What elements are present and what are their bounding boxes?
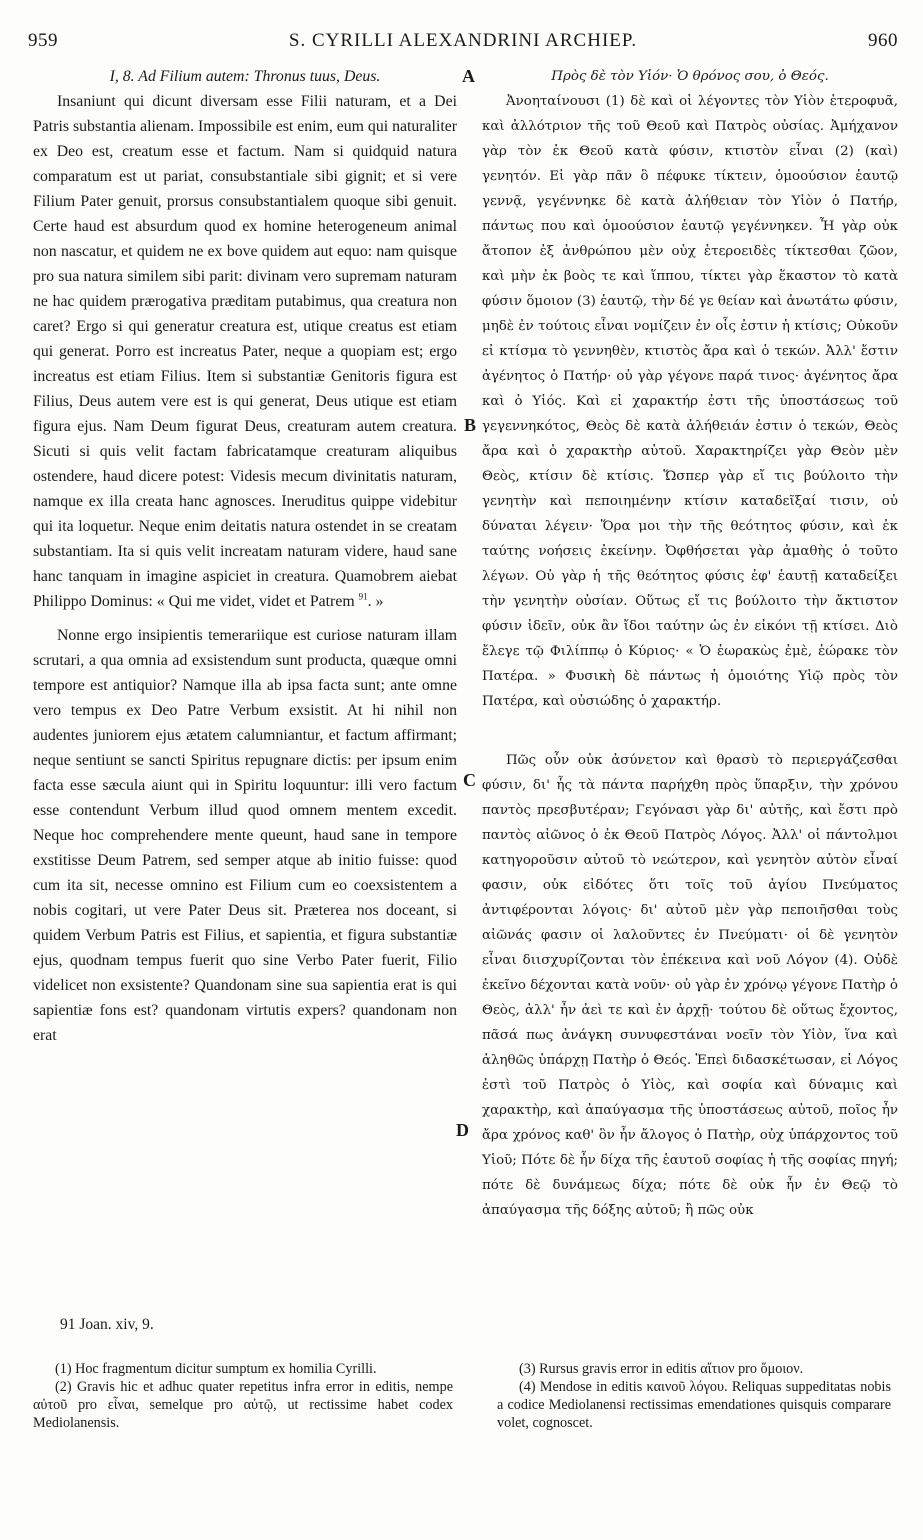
greek-paragraph-1: Ἀνοηταίνουσι (1) δὲ καὶ οἱ λέγοντες τὸν Υἱὸν ἑτεροφυᾶ, καὶ ἀλλότριον τῆς τοῦ Θεοῦ καὶ Πατρὸς οὐσίας. Ἀμήχανον γὰρ τὸν ἐκ Θεοῦ κατὰ φύσιν, κτιστὸν εἶναι (2) (καὶ) γενητόν. Εἰ γὰρ πᾶν ὃ πέφυκε τίκτειν, ὁμοούσιον ἑαυτῷ γεννᾷ, γεγέννηκε δὲ κατὰ ἀλήθειαν τὸν Υἱὸν ὁ Πατήρ, πάντως που καὶ ὁμοούσιον ἑαυτῷ γεγέννηκεν. Ἦ γὰρ οὐκ ἄτοπον ἐξ ἀνθρώπου μὲν οὐχ ἑτεροειδὲς τίκτεσθαι ζῶον, καὶ μὴν ἐκ βοὸς τε καὶ ἵππου, τίκτει γὰρ ἕκαστον τὸ κατὰ φύσιν ὅμοιον (3) ἑαυτῷ, τὴν δέ γε θείαν καὶ ἀνωτάτω φύσιν, μηδὲ ἐν τούτοις εἶναι νομίζειν ἐν οἷς ἐστιν ἡ κτίσις; Οὐκοῦν εἰ κτίσμα τὸ γεννηθὲν, κτιστὸς ἄρα καὶ ὁ τεκών. Ἀλλ' ἔστιν ἀγένητος ὁ Πατήρ· οὐ γὰρ γέγονε παρά τινος· ἀγένητος ἄρα καὶ ὁ Υἱός. Καὶ εἰ χαρακτήρ ἐστι τῆς ὑποστάσεως τοῦ γεγεννηκότος, Θεὸς δὲ κατὰ ἀλήθειάν ἐστιν ὁ τεκών, Θεὸς ἄρα καὶ ὁ χαρακτὴρ αὐτοῦ. Χαρακτηρίζει γὰρ Θεὸν μὲν Θεὸς, κτίσιν δὲ κτίσις. Ὥσπερ γὰρ εἴ τις βούλοιτο τὴν γενητὴν καὶ πεποιημένην κτίσιν καταδεῖξαί τισιν, οὐ δύναται λέγειν· Ὅρα μοι τὴν τῆς θεότητος φύσιν, καὶ ἐκ ταύτης νοήσεις ἐκείνην. Ὀφθήσεται γὰρ ἀμαθὴς ὁ τοῦτο λέγων. Οὐ γὰρ ἡ τῆς θεότητος φύσις ἐφ' ἑαυτῇ καταδείξει τὴν γενητὴν οὐσίαν. Οὕτως εἴ τις βούλοιτο τὴν ἄκτιστον φύσιν ἰδεῖν, οὐκ ἂν ἴδοι ταύτην ὡς ἐν εἰκόνι τῇ κτίσει. Διὸ ἔλεγε τῷ Φιλίππῳ ὁ Κύριος· « Ὁ ἑωρακὼς ἐμὲ, ἑώρακε τὸν Πατέρα. » Φυσικὴ δὲ πάντως ἡ ὁμοιότης Υἱῷ πρὸς τὸν Πατέρα, καὶ οὐσιώδης ὁ χαρακτήρ.	[482, 94, 898, 709]
note-2: (2) Gravis hic et adhuc quater repetitus infra error in editis, nempe αὐτοῦ pro εἶναι, semelque pro αὐτῷ, ut rectissime habet codex Mediolanensis.	[33, 1379, 453, 1431]
running-title: S. CYRILLI ALEXANDRINI ARCHIEP.	[288, 30, 638, 51]
greek-heading: Πρὸς δὲ τὸν Υἱόν· Ὁ θρόνος σου, ὁ Θεός.	[551, 69, 829, 84]
note-3: (3) Rursus gravis error in editis αἴτιον pro ὅμοιον.	[519, 1361, 804, 1377]
margin-marker-a: A	[462, 66, 475, 86]
note-1: (1) Hoc fragmentum dicitur sumptum ex homilia Cyrilli.	[55, 1361, 377, 1377]
latin-paragraph-1: Insaniunt qui dicunt diversam esse Filii naturam, et a Dei Patris substantia alienam. Impossibile est enim, eum qui naturaliter ex Deo est, creatum esse et factum. Nam si quidquid natura comparatum est ut pariat, consubstantiale sibi gignit; et si vere Filium Pater genuit, prorsus consubstantialem quoque sibi genuit. Certe haud est absurdum quod ex homine heterogeneum animal non nascatur, et quidem ne ex bove quidem aut equo: nam quisque pro sua natura similem sibi parit: divinam vero supremam naturam ne hac quidem prærogativa præditam putabimus, qua creatura non caret? Ergo si qui generatur creatura est, utique creatus est etiam qui generat. Porro est increatus Pater, neque a quopiam est; ergo increatus est etiam Filius. Item si substantiæ Genitoris figura est Filius, Deus autem vere est is qui generat, Deus utique est etiam figura ejus. Nam Deum figurat Deus, creaturam autem creatura. Sicuti si quis velit factam fabricatamque creaturam aliquibus ostendere, haud dicere potest: Videsis mecum divinitatis naturam, namque ex illa creata hanc agnosces. Ineruditus quippe videbitur qui ita loquetur. Neque enim deitatis natura ostendet in se creatam substantiam. Ita si quis velit increatam naturam videre, haud sane hanc tanquam in imagine aspiciet in creatura. Quamobrem aiebat Philippo Dominus: « Qui me videt, videt et Patrem $^{91}$. »	[33, 93, 457, 610]
note-4: (4) Mendose in editis καινοῦ λόγου. Reliquas suppeditatas nobis a codice Mediolanensi rectissimas emendationes quisquis comparare volet, cognoscet.	[497, 1379, 891, 1431]
latin-column	[33, 64, 457, 1048]
latin-heading: I, 8. Ad Filium autem: Thronus tuus, Deus.	[109, 68, 381, 85]
margin-marker-d: D	[456, 1120, 469, 1140]
margin-marker-c: C	[463, 770, 476, 790]
page-number-right: 960	[868, 30, 898, 51]
notes-right	[497, 1360, 891, 1432]
page-number-left: 959	[28, 30, 58, 51]
greek-column	[482, 64, 898, 1223]
footnote-ref: 91	[358, 591, 368, 602]
scripture-footnote: 91 Joan. xiv, 9.	[60, 1316, 154, 1333]
greek-paragraph-2: Πῶς οὖν οὐκ ἀσύνετον καὶ θρασὺ τὸ περιεργάζεσθαι φύσιν, δι' ἧς τὰ πάντα παρήχθη πρὸς ὕπαρξιν, τὴν χρόνου παντὸς πρεσβυτέραν; Γεγόνασι γὰρ δι' αὐτῆς, καὶ ἔστι πρὸ παντὸς αἰῶνος ὁ ἐκ Θεοῦ Πατρὸς Λόγος. Ἀλλ' οἱ πάντολμοι κατηγοροῦσιν αὐτοῦ τὸ νεώτερον, καὶ γενητὸν αὐτὸν εἶναί φασιν, οὐκ εἰδότες ὅτι τοῖς τοῦ ἁγίου Πνεύματος ἀντιφέρονται λόγοις· δι' αὐτοῦ μὲν γὰρ πεποιῆσθαι τοὺς αἰῶνάς φασιν οἱ λαλοῦντες ἐν Πνεύματι· οἱ δὲ γενητὸν εἶναι διισχυρίζονται τὸν ἐπέκεινα καὶ νοῦ Λόγον (4). Οὐδὲ ἐκεῖνο δέχονται κατὰ νοῦν· οὐ γὰρ ἐν χρόνῳ γέγονε Πατὴρ ὁ Θεὸς, ἀλλ' ἦν ἀεὶ τε καὶ ἐν ἀρχῇ· τούτου δὲ οὕτως ἔχοντος, πᾶσά πως ἀνάγκη συνυφεστάναι νοεῖν τὸν Υἱὸν, ἵνα καὶ ἀληθῶς ὑπάρχῃ Πατὴρ ὁ Θεός. Ἐπεὶ διδασκέτωσαν, εἰ Λόγος ἐστὶ τοῦ Πατρὸς ὁ Υἱὸς, καὶ σοφία καὶ δύναμις καὶ χαρακτὴρ, καὶ ἀπαύγασμα τῆς ὑποστάσεως αὐτοῦ, ποῖος ἦν ἄρα χρόνος καθ' ὃν ἦν ἄλογος ὁ Πατὴρ, οὐχ ὑπάρχοντος τοῦ Υἱοῦ; Πότε δὲ ἦν δίχα τῆς ἑαυτοῦ σοφίας ἡ τῆς σοφίας πηγή; πότε δὲ δυνάμεως δίχα; πότε δὲ οὐκ ἦν ἐν Θεῷ τὸ ἀπαύγασμα τῆς δόξης αὐτοῦ; ἢ πῶς οὐκ	[482, 753, 898, 1218]
margin-marker-b: B	[464, 415, 477, 435]
notes-left	[33, 1360, 453, 1432]
latin-paragraph-2: Nonne ergo insipientis temerariique est curiose naturam illam scrutari, a qua omnia ad exsistendum sunt producta, quæque omni tempore est antiquior? Namque illa ab ipsa facta sunt; ante omne vero tempus ex Deo Patre Verbum exsistit. At hi nihil non audentes juniorem ejus ætatem calumniantur, et factum affirmant; neque sentiunt se sancti Spiritus repugnare dictis: per ipsum enim facta esse sæcula aiunt qui in Spiritu loquuntur: illi vero factum esse contendunt Verbum illud quod omnem mentem excedit. Neque hoc comprehendere mente queunt, haud sane in tempore exstitisse Deum Patrem, sed semper atque ab initio fuisse: quod cum ita sit, necesse omnino est Filium cum eo coexsistentem a nobis cogitari, ut vere Pater Deus sit. Præterea nos doceant, si quidem Verbum Patris est Filius, et sapientia, et figura substantiæ ejus, quodnam tempus fuerit quo sine Verbo Pater fuerit, Filio videlicet non exsistente? Quandonam sine sua sapientia erat is qui sapientiæ fons est? quandonam virtutis expers? quandonam non erat	[33, 627, 457, 1044]
page-header	[28, 30, 898, 54]
